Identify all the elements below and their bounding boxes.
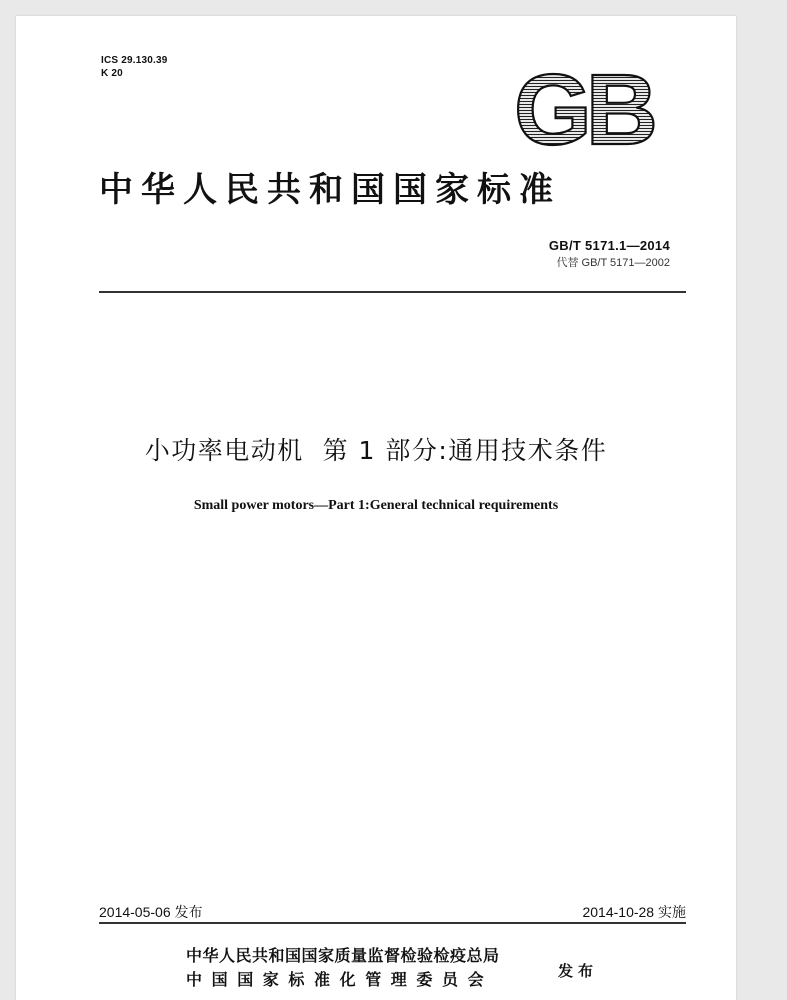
standard-number-block: [549, 238, 670, 270]
standard-code: GB/T 5171.1—2014: [548, 238, 670, 253]
document-title-english: Small power motors—Part 1:General technical requirements: [193, 498, 559, 513]
issuing-authorities: [186, 944, 500, 992]
footer-divider: [99, 922, 686, 924]
issuer-aqsiq: 中华人民共和国国家质量监督检验检疫总局: [186, 946, 500, 965]
header-divider: [99, 291, 686, 293]
document-title-chinese: 小功率电动机 第 1 部分:通用技术条件: [144, 436, 608, 465]
national-standard-title: 中华人民共和国国家标准: [99, 170, 561, 210]
ccs-code: K 20: [101, 68, 123, 79]
document-page: [16, 16, 736, 1000]
issue-label: 发布: [558, 962, 599, 980]
implement-date: 2014-10-28 实施: [582, 904, 686, 920]
issuer-sac: 中国国家标准化管理委员会: [186, 970, 494, 989]
publish-date: 2014-05-06 发布: [99, 904, 203, 920]
gb-logo-icon: [508, 64, 658, 154]
replaces-note: 代替 GB/T 5171—2002: [556, 257, 670, 269]
ics-code: ICS 29.130.39: [101, 55, 168, 66]
gb-logo-text: GB: [514, 64, 652, 154]
classification-codes: [101, 54, 168, 80]
